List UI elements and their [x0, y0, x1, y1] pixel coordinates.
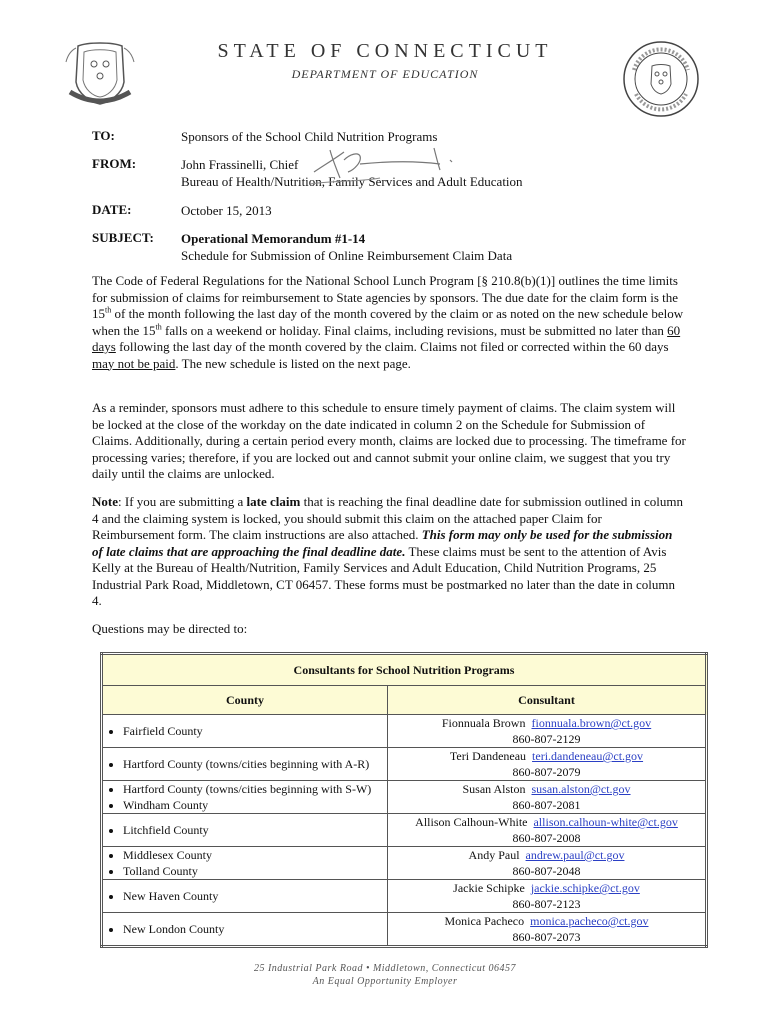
- paragraph-1: The Code of Federal Regulations for the National School Lunch Program [§ 210.8(b)(1)] outlines the time limits for submission of claims for reimbursement to State agencies by sponsors. The due date for the claim form is the 15th of the month following the last day of the month covered by the claim or as noted on the new schedule below when the 15th falls on a weekend or holiday. Final claims, including revisions, must be submitted no later than 60 days following the last day of the month covered by the claim. Claims not filed or corrected within the 60 days may not be paid. The new schedule is listed on the next page.: [92, 273, 684, 371]
- consultant-cell: [388, 814, 707, 847]
- consultant-phone: 860-807-2008: [512, 831, 581, 845]
- paragraph-4: Questions may be directed to:: [92, 621, 248, 636]
- consultant-cell: [388, 748, 707, 781]
- consultant-name: Jackie Schipke: [453, 881, 525, 895]
- county-cell: [102, 748, 388, 781]
- subject-title: Operational Memorandum #1-14: [181, 231, 366, 246]
- consultant-email-link[interactable]: allison.calhoun-white@ct.gov: [533, 815, 678, 829]
- col-consultant-header: Consultant: [388, 686, 707, 715]
- consultant-email-link[interactable]: susan.alston@ct.gov: [531, 782, 631, 796]
- table-row: [102, 748, 707, 781]
- consultant-email-link[interactable]: jackie.schipke@ct.gov: [530, 881, 640, 895]
- county-cell: [102, 880, 388, 913]
- county-item: • Windham County: [123, 797, 383, 813]
- table-row: [102, 847, 707, 880]
- consultant-cell: [388, 913, 707, 947]
- consultant-name: Fionnuala Brown: [441, 716, 526, 730]
- county-item: • Middlesex County: [123, 847, 383, 863]
- state-title: STATE OF CONNECTICUT: [217, 40, 553, 62]
- consultant-cell: [388, 781, 707, 814]
- to-label: TO:: [92, 128, 115, 143]
- consultant-phone: 860-807-2079: [512, 765, 581, 779]
- date-value: October 15, 2013: [181, 203, 272, 218]
- consultant-phone: 860-807-2081: [512, 798, 581, 812]
- to-value: Sponsors of the School Child Nutrition Programs: [181, 129, 438, 144]
- consultant-name: Susan Alston: [462, 782, 526, 796]
- county-cell: [102, 715, 388, 748]
- consultant-cell: [388, 880, 707, 913]
- consultant-name: Monica Pacheco: [444, 914, 525, 928]
- county-item: • Litchfield County: [123, 822, 383, 838]
- table-row: [102, 715, 707, 748]
- county-item: • New London County: [123, 921, 383, 937]
- county-item: • New Haven County: [123, 888, 383, 904]
- table-title: Consultants for School Nutrition Programs: [102, 654, 707, 686]
- consultant-email-link[interactable]: teri.dandeneau@ct.gov: [532, 749, 644, 763]
- consultant-name: Teri Dandeneau: [449, 749, 527, 763]
- table-row: [102, 880, 707, 913]
- footer-address: 25 Industrial Park Road • Middletown, Connecticut 06457: [253, 963, 517, 974]
- consultant-phone: 860-807-2129: [512, 732, 581, 746]
- footer-tagline: An Equal Opportunity Employer: [312, 976, 458, 987]
- consultant-cell: [388, 847, 707, 880]
- date-label: DATE:: [92, 202, 132, 217]
- consultant-email-link[interactable]: fionnuala.brown@ct.gov: [531, 716, 652, 730]
- county-cell: [102, 913, 388, 947]
- county-cell: [102, 781, 388, 814]
- county-item: • Tolland County: [123, 863, 383, 879]
- col-county-header: County: [102, 686, 388, 715]
- consultants-table: [100, 652, 708, 948]
- from-name: John Frassinelli, Chief: [181, 157, 299, 172]
- subject-value: [181, 230, 512, 264]
- consultant-email-link[interactable]: monica.pacheco@ct.gov: [530, 914, 649, 928]
- table-row: [102, 814, 707, 847]
- signature-icon: [300, 142, 466, 186]
- paragraph-2: As a reminder, sponsors must adhere to this schedule to ensure timely payment of claims. The claim system will be locked at the close of the workday on the date indicated in column 2 on the Schedule for Submission of Claims. Additionally, during a certain period every month, claims are locked due to processing. The timeframe for processing varies; therefore, if you are locked out and cannot submit your online claim, we suggest that you try daily until the claims are unlocked.: [92, 400, 686, 481]
- county-item: • Hartford County (towns/cities beginning with S-W): [123, 781, 383, 797]
- consultant-phone: 860-807-2123: [512, 897, 581, 911]
- consultants-table-body: [102, 715, 707, 947]
- consultant-phone: 860-807-2073: [512, 930, 581, 944]
- from-bureau: Bureau of Health/Nutrition, Family Services and Adult Education: [181, 174, 523, 189]
- from-label: FROM:: [92, 156, 137, 171]
- consultant-cell: [388, 715, 707, 748]
- consultant-email-link[interactable]: andrew.paul@ct.gov: [525, 848, 625, 862]
- consultant-phone: 860-807-2048: [512, 864, 581, 878]
- table-row: [102, 781, 707, 814]
- consultant-name: Allison Calhoun-White: [415, 815, 528, 829]
- county-item: • Fairfield County: [123, 723, 383, 739]
- paragraph-3: Note: If you are submitting a late claim that is reaching the final deadline date for submission outlined in column 4 and the claiming system is locked, you should submit this claim on the attached paper Claim for Reimbursement form. The claim instructions are also attached. This form may only be used for the submission of late claims that are approaching the final deadline date. These claims must be sent to the attention of Avis Kelly at the Bureau of Health/Nutrition, Family Services and Adult Education, Child Nutrition Programs, 25 Industrial Park Road, Middletown, CT 06457. These forms must be postmarked no later than the date in column 4.: [92, 494, 684, 608]
- subject-line2: Schedule for Submission of Online Reimbursement Claim Data: [181, 248, 513, 263]
- county-cell: [102, 814, 388, 847]
- county-cell: [102, 847, 388, 880]
- consultant-name: Andy Paul: [468, 848, 520, 862]
- county-item: • Hartford County (towns/cities beginning with A-R): [123, 756, 383, 772]
- subject-label: SUBJECT:: [92, 230, 154, 245]
- department-name: DEPARTMENT OF EDUCATION: [291, 67, 479, 81]
- table-row: [102, 913, 707, 947]
